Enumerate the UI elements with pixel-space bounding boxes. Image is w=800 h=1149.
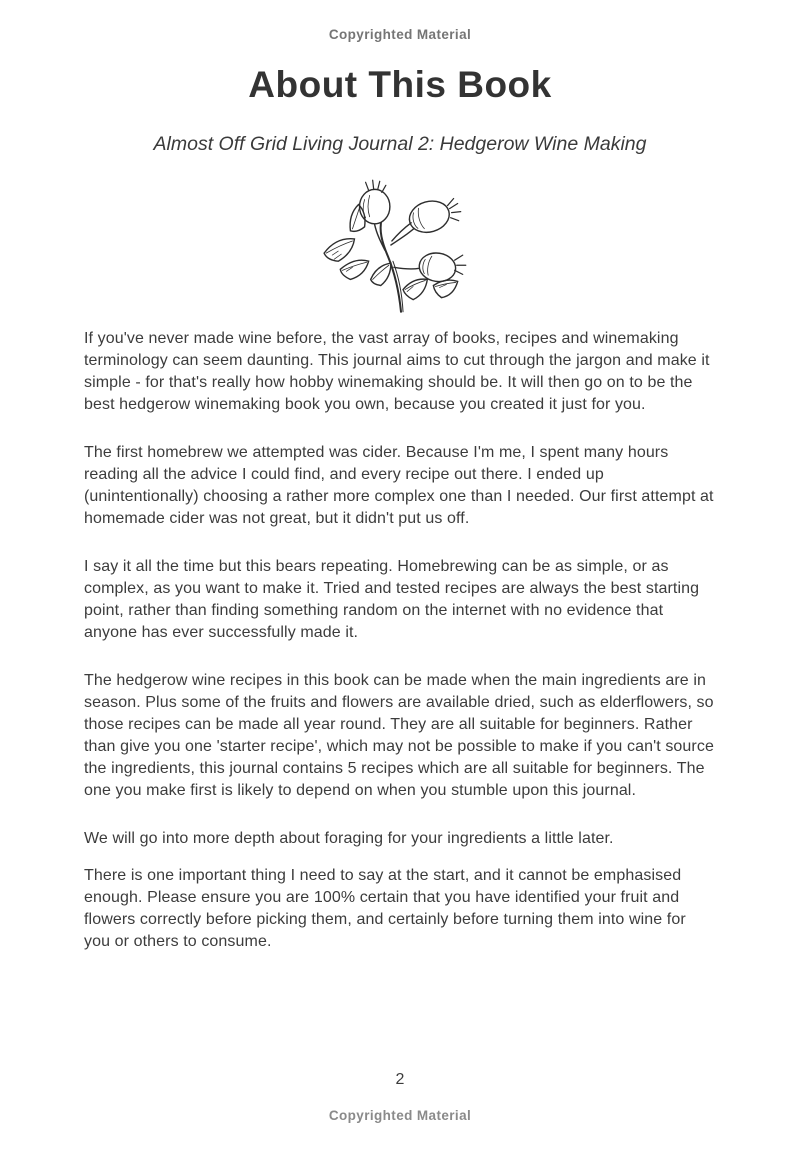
page-number: 2 — [395, 1071, 405, 1088]
paragraph-simple-or-complex: I say it all the time but this bears repeating. Homebrewing can be as simple, or as complex, as you want to make it. Tried and tested recipes are always the best starting point, rather than finding something random on the internet with no evidence that anyone has ever successfully made it. — [84, 558, 700, 641]
illustration-container — [0, 172, 800, 314]
paragraph-recipes-in-season: The hedgerow wine recipes in this book can be made when the main ingredients are in season. Plus some of the fruits and flowers are available dried, such as elderflowers, so those recipes can be made all year round. They are all suitable for beginners. Rather than give you one 'starter recipe', which may not be possible to make if you can't source the ingredients, this journal contains 5 recipes which are all suitable for beginners. The one you make first is likely to depend on when you stumble upon this journal. — [84, 672, 714, 799]
paragraph-foraging-note: We will go into more depth about foraging for your ingredients a little later. — [84, 830, 614, 847]
page-title: About This Book — [248, 64, 552, 105]
rose-hips-illustration — [314, 172, 486, 314]
body-text-block — [84, 328, 716, 953]
paragraph-first-homebrew: The first homebrew we attempted was cider. Because I'm me, I spent many hours reading all the advice I could find, and every recipe out there. I ended up (unintentionally) choosing a rather more complex one than I needed. Our first attempt at homemade cider was not great, but it didn't put us off. — [84, 444, 714, 527]
copyright-notice-top: Copyrighted Material — [328, 27, 472, 42]
book-subtitle: Almost Off Grid Living Journal 2: Hedgerow Wine Making — [153, 133, 647, 155]
copyright-notice-bottom: Copyrighted Material — [328, 1108, 472, 1123]
paragraph-intro: If you've never made wine before, the vast array of books, recipes and winemaking terminology can seem daunting. This journal aims to cut through the jargon and make it simple - for that's really how hobby winemaking should be. It will then go on to be the best hedgerow winemaking book you own, because you created it just for you. — [84, 330, 710, 413]
paragraph-safety-warning: There is one important thing I need to say at the start, and it cannot be emphasised enough. Please ensure you are 100% certain that you have identified your fruit and flowers correctly before picking them, and certainly before turning them into wine for you or others to consume. — [84, 867, 686, 950]
